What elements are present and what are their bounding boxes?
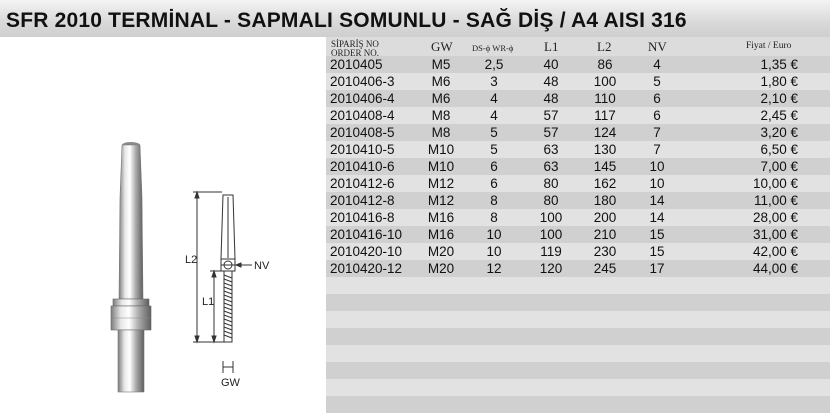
cell-l2: 200 [593,210,617,225]
terminal-photo [111,142,151,392]
table-stripe [326,328,830,345]
cell-l2: 110 [594,91,616,106]
cell-price: 31,00 € [752,227,798,242]
cell-price: 7,00 € [760,159,798,174]
cell-nv: 6 [653,108,661,123]
table-stripe [326,294,830,311]
table-row [326,226,830,243]
cell-nv: 14 [649,193,665,208]
cell-order-no: 2010410-5 [330,142,395,157]
cell-l2: 145 [593,159,617,174]
cell-ds-wr: 12 [486,261,502,276]
cell-ds-wr: 6 [490,159,498,174]
cell-ds-wr: 10 [486,244,502,259]
cell-gw: M10 [427,142,455,157]
table-row [326,175,830,192]
cell-ds-wr: 4 [490,91,498,106]
cell-price: 10,00 € [752,176,798,191]
cell-price: 6,50 € [760,142,798,157]
cell-nv: 10 [649,176,665,191]
cell-nv: 7 [653,142,661,157]
cell-gw: M16 [427,227,455,242]
cell-price: 28,00 € [752,210,798,225]
page-title: SFR 2010 TERMİNAL - SAPMALI SOMUNLU - SAĞ DİŞ / A4 AISI 316 [6,9,687,32]
cell-ds-wr: 5 [490,142,498,157]
table-row [326,124,830,141]
cell-gw: M6 [431,91,451,106]
cell-ds-wr: 4 [490,108,498,123]
cell-order-no: 2010408-5 [330,125,395,140]
cell-ds-wr: 8 [490,210,498,225]
table-stripe [326,345,830,362]
cell-nv: 15 [649,227,665,242]
cell-nv: 4 [653,57,661,72]
cell-l2: 210 [593,227,617,242]
cell-l1: 57 [543,125,559,140]
cell-l1: 80 [543,193,559,208]
price-table [326,37,830,401]
header-nv: NV [648,39,667,54]
label-nv: NV [254,260,270,272]
cell-order-no: 2010412-8 [330,193,395,208]
cell-l1: 63 [543,159,559,174]
table-stripe [326,396,830,413]
cell-order-no: 2010412-6 [330,176,395,191]
cell-l1: 120 [539,261,563,276]
cell-l1: 48 [543,91,559,106]
table-row [326,158,830,175]
cell-price: 44,00 € [752,261,798,276]
header-l1: L1 [544,39,559,54]
header-order-line1: SİPARİŞ NO [331,39,379,49]
cell-l1: 40 [543,57,559,72]
table-row [326,260,830,277]
table-stripe [326,362,830,379]
table-row [326,107,830,124]
cell-ds-wr: 8 [490,193,498,208]
cell-l1: 100 [539,210,563,225]
product-illustration [0,37,326,401]
product-illustration-area [0,37,326,401]
cell-gw: M16 [427,210,455,225]
table-row [326,243,830,260]
cell-price: 42,00 € [752,244,798,259]
cell-l2: 100 [593,74,617,89]
cell-l1: 100 [539,227,563,242]
table-row [326,209,830,226]
table-stripe [326,379,830,396]
header-l2: L2 [597,39,612,54]
cell-l1: 80 [543,176,559,191]
cell-l1: 57 [543,108,559,123]
cell-order-no: 2010405 [330,57,383,72]
cell-price: 1,80 € [760,74,798,89]
cell-price: 11,00 € [753,193,798,208]
cell-gw: M8 [431,125,451,140]
cell-order-no: 2010406-3 [330,74,395,89]
cell-gw: M20 [427,244,455,259]
technical-drawing [193,192,252,373]
cell-l2: 124 [593,125,617,140]
cell-order-no: 2010408-4 [330,108,395,123]
cell-nv: 5 [653,74,661,89]
table-row [326,73,830,90]
header-order-line2: ORDER NO. [331,48,380,58]
cell-price: 2,45 € [760,108,798,123]
cell-gw: M10 [427,159,455,174]
cell-l2: 162 [593,176,617,191]
table-stripe [326,277,830,294]
cell-ds-wr: 10 [486,227,502,242]
header-ds-wr: DS-ϕ WR-ϕ [472,43,514,53]
cell-ds-wr: 3 [490,74,498,89]
cell-l2: 130 [593,142,617,157]
cell-l2: 86 [597,57,613,72]
cell-nv: 15 [649,244,665,259]
cell-l2: 245 [593,261,617,276]
cell-order-no: 2010406-4 [330,91,395,106]
cell-order-no: 2010416-10 [330,227,403,242]
cell-order-no: 2010420-12 [330,261,403,276]
table-stripe [326,311,830,328]
cell-gw: M8 [431,108,451,123]
header-gw: GW [431,39,453,54]
cell-order-no: 2010416-8 [330,210,395,225]
cell-ds-wr: 6 [490,176,498,191]
label-gw: GW [221,377,240,389]
table-row [326,192,830,209]
cell-l2: 230 [593,244,617,259]
title-bar [0,0,830,37]
cell-price: 1,35 € [760,57,798,72]
cell-nv: 10 [649,159,665,174]
cell-gw: M12 [427,176,455,191]
label-l2: L2 [185,254,198,266]
table-row [326,90,830,107]
table-row [326,141,830,158]
cell-ds-wr: 5 [490,125,498,140]
cell-order-no: 2010420-10 [330,244,403,259]
cell-gw: M20 [427,261,455,276]
cell-nv: 14 [649,210,665,225]
label-l1: L1 [202,296,215,308]
cell-nv: 17 [649,261,665,276]
cell-order-no: 2010410-6 [330,159,395,174]
cell-gw: M6 [431,74,451,89]
cell-l1: 48 [543,74,559,89]
cell-l2: 180 [593,193,617,208]
cell-nv: 6 [653,91,661,106]
cell-nv: 7 [653,125,661,140]
header-price: Fiyat / Euro [746,41,792,51]
cell-price: 2,10 € [760,91,798,106]
cell-l2: 117 [594,108,616,123]
cell-ds-wr: 2,5 [484,57,504,72]
cell-gw: M5 [431,57,451,72]
cell-l1: 119 [540,244,562,259]
cell-gw: M12 [427,193,455,208]
cell-price: 3,20 € [760,125,798,140]
cell-l1: 63 [543,142,559,157]
table-row [326,56,830,73]
